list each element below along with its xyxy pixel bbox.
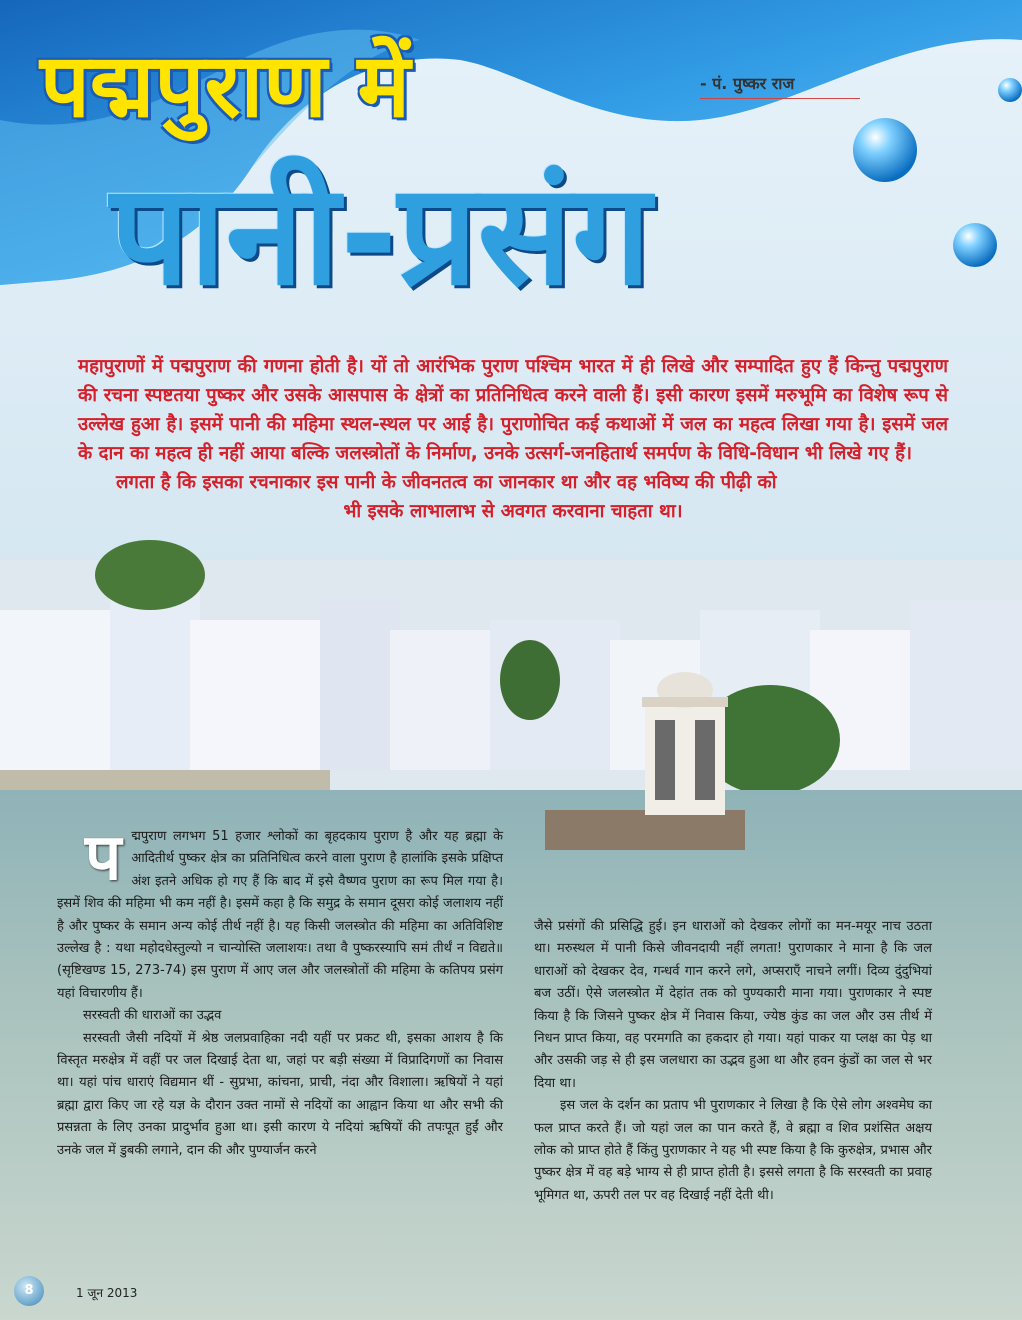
water-droplet-small — [998, 78, 1022, 102]
right-paragraph-2: इस जल के दर्शन का प्रताप भी पुराणकार ने लिखा है कि ऐसे लोग अश्वमेघ का फल प्राप्त करते हैं। जो यहां जल का पान करते हैं, वे ब्रह्मा व शिव प्रशंसित अक्षय लोक को प्राप्त होते हैं किंतु पुराणकार ने यह भी स्पष्ट किया है कि कुरुक्षेत्र, प्रभास और पुष्कर क्षेत्र में वह बड़े भाग्य से ही प्राप्त होती है। इससे लगता है कि सरस्वती का प्रवाह भूमिगत था, ऊपरी तल पर वह दिखाई नहीं देती थी। — [534, 1098, 932, 1203]
title-line-1: पद्मपुराण में — [40, 34, 411, 137]
page-number: 8 — [14, 1276, 44, 1306]
author-byline: - पं. पुष्कर राज — [700, 72, 860, 99]
page-footer — [14, 1276, 214, 1312]
section-subheading: सरस्वती की धाराओं का उद्भव — [83, 1008, 222, 1024]
article-column-right — [534, 916, 932, 1207]
right-paragraph-1: जैसे प्रसंगों की प्रसिद्धि हुई। इन धाराओं को देखकर लोगों का मन-मयूर नाच उठता था। मरुस्थल में पानी किसे जीवनदायी नहीं लगता! पुराणकार ने माना है कि जल धाराओं को देखकर देव, गन्धर्व गान करने लगे, अप्सराएँ नाचने लगीं। दिव्य दुंदुभियां बज उठीं। ऐसे जलस्त्रोत में देहांत तक को पुण्यकारी माना गया। पुराणकार ने स्पष्ट किया है कि जिसने पुष्कर क्षेत्र में निवास किया, ज्येष्ठ कुंड का जल और उस तीर्थ में निधन प्राप्त किया, वह परमगति का हकदार हो गया। यहां पाकर या प्लक्ष का पेड़ था और उसकी जड़ से ही इस जलधारा का उद्भव हुआ था और हवन कुंडों का जल से भर दिया था। — [534, 919, 932, 1091]
water-droplet-medium — [953, 223, 997, 267]
intro-paragraph-3: भी इसके लाभालाभ से अवगत करवाना चाहता था। — [343, 501, 683, 522]
drop-cap: प — [85, 821, 122, 895]
intro-paragraph-1: महापुराणों में पद्मपुराण की गणना होती है। यों तो आरंभिक पुराण पश्चिम भारत में ही लिखे और सम्पादित हुए हैं किन्तु पद्मपुराण की रचना स्पष्टतया पुष्कर और उसके आसपास के क्षेत्रों का प्रतिनिधित्व करने वाली हैं। इसी कारण इसमें मरुभूमि का विशेष रूप से उल्लेख हुआ है। इसमें पानी की महिमा स्थल-स्थल पर आई है। पुराणोचित कई कथाओं में जल का महत्व लिखा गया है। इसमें जल के दान का महत्व ही नहीं आया बल्कि जलस्त्रोतों के निर्माण, उनके उत्सर्ग-जनहितार्थ समर्पण के विधि-विधान भी लिखे गए हैं। — [78, 356, 948, 464]
left-paragraph-1: द्मपुराण लगभग 51 हजार श्लोकों का बृहदकाय पुराण है और यह ब्रह्मा के आदितीर्थ पुष्कर क्षेत्र का प्रतिनिधित्व करने वाला पुराण है हालांकि इसके प्रक्षिप्त अंश इतने अधिक हो गए हैं कि बाद में इसे वैष्णव पुराण का रूप मिल गया है। इसमें शिव की महिमा भी कम नहीं है। इसमें कहा है कि समुद्र के समान दूसरा कोई जलाशय नहीं है और पुष्कर के समान अन्य कोई तीर्थ नहीं है। यह किसी जलस्त्रोत की महिमा का अतिविशिष्ट उल्लेख है : यथा महोदधेस्तुल्यो न चान्योस्ति जलाशयः। तथा वै पुष्करस्यापि समं तीर्थं न विद्यते॥ (सृष्टिखण्ड 15, 273-74) इस पुराण में आए जल और जलस्त्रोतों की महिमा के कतिपय प्रसंग यहां विचारणीय हैं। — [57, 829, 503, 1001]
intro-block — [78, 352, 948, 526]
intro-paragraph-2: लगता है कि इसका रचनाकार इस पानी के जीवनतत्व का जानकार था और वह भविष्य की पीढ़ी को — [116, 472, 777, 493]
water-droplet-large — [853, 118, 917, 182]
title-line-2: पानी-प्रसंग — [110, 154, 651, 317]
issue-date: 1 जून 2013 — [76, 1286, 138, 1300]
left-paragraph-2: सरस्वती जैसी नदियों में श्रेष्ठ जलप्रवाहिका नदी यहीं पर प्रकट थी, इसका आशय है कि विस्तृत मरुक्षेत्र में वहीं पर जल दिखाई देता था, जहां पर बड़ी संख्या में विप्रादिगणों का निवास था। यहां पांच धाराएं विद्यमान थीं - सुप्रभा, कांचना, प्राची, नंदा और विशाला। ऋषियों ने यहां ब्रह्मा द्वारा किए जा रहे यज्ञ के दौरान उक्त नामों से नदियों का आह्वान किया था और सभी की प्रसन्नता के लिए उनका प्रादुर्भाव हुआ था। इसी कारण ये नदियां ऋषियों की तपःपूत हुईं और उनके जल में डुबकी लगाने, दान की और पुण्यार्जन करने — [57, 1030, 503, 1158]
article-column-left — [57, 821, 503, 1162]
